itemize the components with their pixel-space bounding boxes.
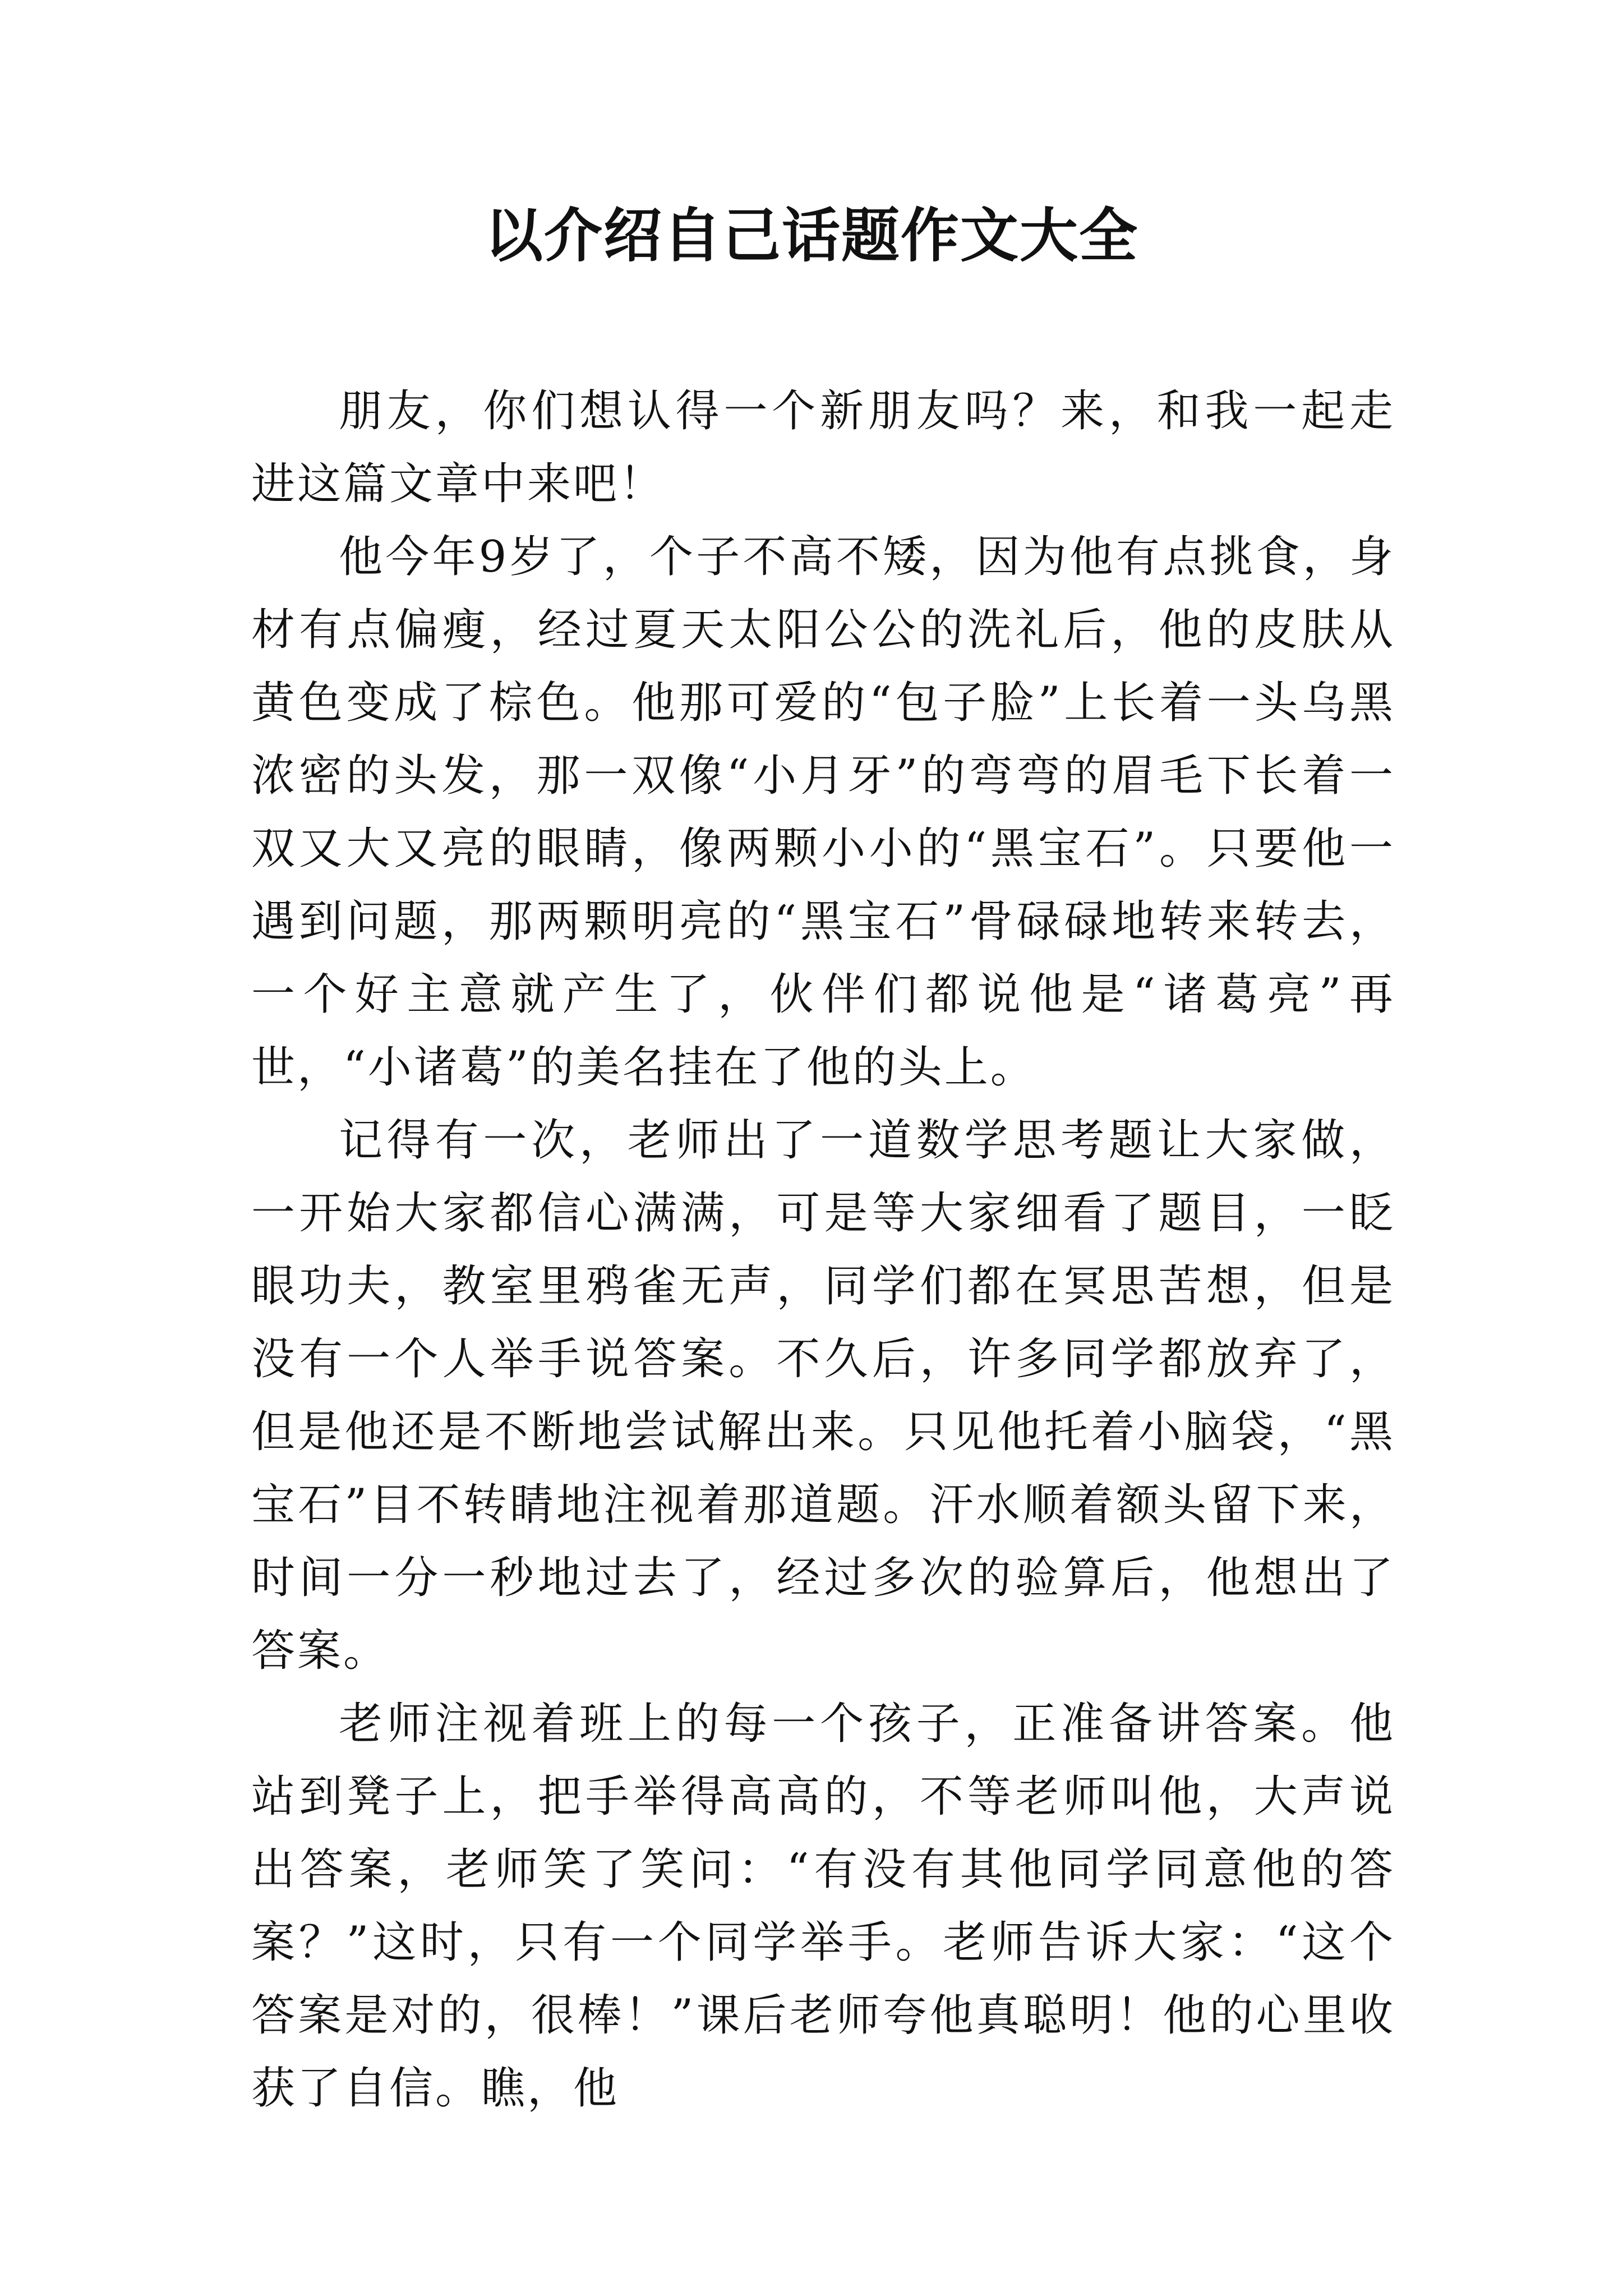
paragraph-3: 记得有一次，老师出了一道数学思考题让大家做，一开始大家都信心满满，可是等大家细看了题目，一眨眼功夫，教室里鸦雀无声，同学们都在冥思苦想，但是没有一个人举手说答案。不久后，许多同学都放弃了，但是他还是不断地尝试解出来。只见他托着小脑袋，“黑宝石”目不转睛地注视着那道题。汗水顺着额头留下来，时间一分一秒地过去了，经过多次的验算后，他想出了答案。 [251, 1115, 1395, 1676]
paragraph-1: 朋友，你们想认得一个新朋友吗？来，和我一起走进这篇文章中来吧！ [251, 386, 1395, 509]
paragraph-4: 老师注视着班上的每一个孩子，正准备讲答案。他站到凳子上，把手举得高高的，不等老师叫他，大声说出答案，老师笑了笑问：“有没有其他同学同意他的答案？”这时，只有一个同学举手。老师告诉大家：“这个答案是对的，很棒！”课后老师夸他真聪明！他的心里收获了自信。瞧，他 [251, 1699, 1395, 2114]
paragraph-2: 他今年9岁了，个子不高不矮，因为他有点挑食，身材有点偏瘦，经过夏天太阳公公的洗礼后，他的皮肤从黄色变成了棕色。他那可爱的“包子脸”上长着一头乌黑浓密的头发，那一双像“小月牙”的弯弯的眉毛下长着一双又大又亮的眼睛，像两颗小小的“黑宝石”。只要他一遇到问题，那两颗明亮的“黑宝石”骨碌碌地转来转去，一个好主意就产生了，伙伴们都说他是“诸葛亮”再世，“小诸葛”的美名挂在了他的头上。 [251, 532, 1395, 1093]
document-title: 以介绍自己话题作文大全 [484, 201, 1138, 270]
document-body [251, 375, 1395, 2125]
